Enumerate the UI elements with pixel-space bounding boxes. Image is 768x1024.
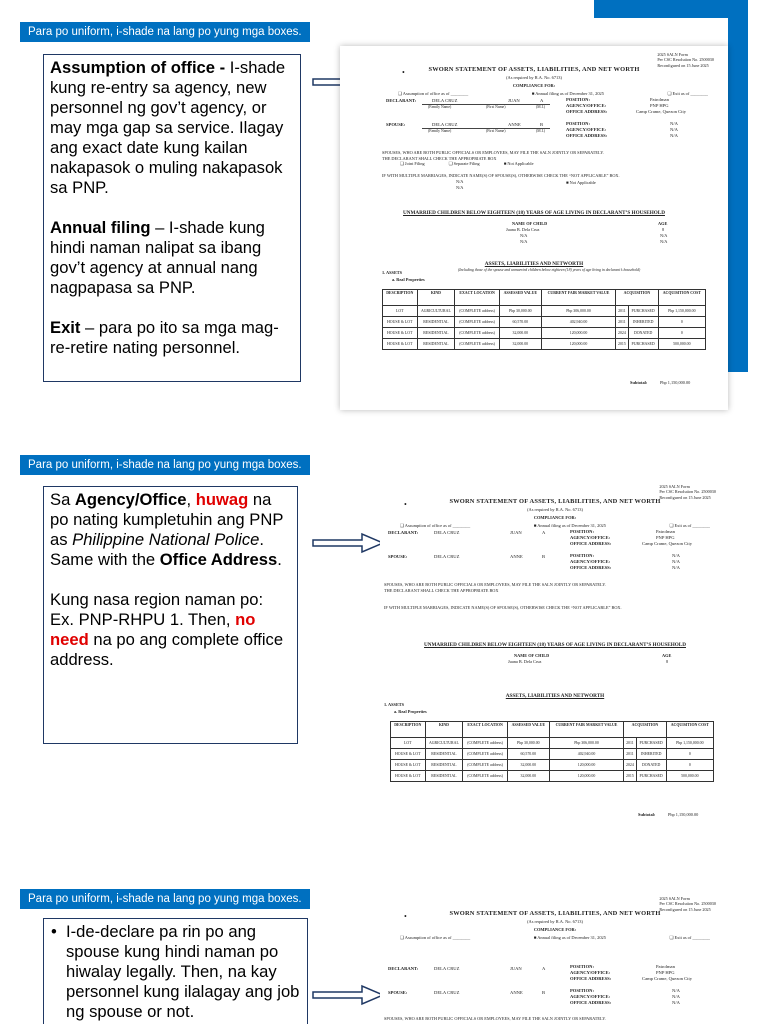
- spouse-position-3: N/A: [672, 988, 680, 993]
- age-label-2: AGE: [662, 653, 672, 658]
- doc-subtitle: (As required by R.A. No. 6713): [506, 75, 562, 80]
- children-header-2: UNMARRIED CHILDREN BELOW EIGHTEEN (18) YEARS OF AGE LIVING IN DECLARANT’S HOUSEHOLD: [424, 642, 686, 648]
- spouse-position-2: N/A: [672, 553, 680, 558]
- declarant-agency: PNP HPG: [650, 103, 669, 108]
- child-2-name: N/A: [520, 233, 528, 238]
- header-assessed-value: ASSESSED VALUE: [499, 290, 541, 306]
- header-acquisition: ACQUISITION: [616, 290, 658, 306]
- declarant-mi-2: A: [542, 530, 546, 535]
- declarant-family: DELA CRUZ: [432, 98, 458, 103]
- multiple-marriages-not-applicable: ■ Not Applicable: [566, 180, 596, 185]
- banner-3: Para po uniform, i-shade na lang po yung mga boxes.: [20, 889, 310, 909]
- assets-label: 1. ASSETS: [382, 270, 403, 275]
- spouse-position-label-2: POSITION:: [570, 553, 594, 558]
- agency-label-2: AGENCY/OFFICE:: [570, 535, 611, 540]
- compliance-label-3: COMPLIANCE FOR:: [533, 927, 577, 932]
- real-properties-table-2: DESCRIPTION KIND EXACT LOCATION ASSESSED VALUE CURRENT FAIR MARKET VALUE ACQUISITION ACQUISITION COST LOT AGRICULTURAL (COMPLETE address) Php 30,000.00 Php 306,000.00 2011 PURCHASED Php 1,150,000.00 HOUSE & LOT RESIDENTIAL (COMPLETE address) 60,570.00 402,940.00 2011 INHERITED 0 HOUSE & LOT RESIDENTIAL (COMPLETE address) 32,000.00 120,000.00 2024 DONATED 0 HOUSE & LOT RESIDENTIAL (COMPLETE address) 32,000.00 120,000.00 2015 PURCHASED 500,000.00: [390, 721, 714, 782]
- spouse-mi-caption: (M.I.): [536, 129, 546, 133]
- multiple-marriages-note-2: IF WITH MULTIPLE MARRIAGES, INDICATE NAME(S) OF SPOUSE(S), OTHERWISE CHECK THE “NOT APPLICABLE” BOX.: [384, 605, 622, 610]
- agency-text-c: ,: [186, 490, 196, 509]
- table-row: HOUSE & LOT RESIDENTIAL (COMPLETE address) 32,000.00 120,000.00 2024 DONATED 0: [391, 760, 714, 771]
- bullet-dot: •: [402, 68, 405, 77]
- huwag-red: huwag: [195, 490, 249, 509]
- subtotal-label-2: Subtotal:: [638, 812, 656, 817]
- spouse-agency-3: N/A: [672, 994, 680, 999]
- saln-document-2: [380, 478, 730, 828]
- spouse-first-caption: (First Name): [486, 129, 506, 133]
- form-info-3: 2025 SALN Form Per CSC Resolution No. 2500030 Reconfigured on 15 June 2025: [659, 896, 716, 912]
- region-text-a: Kung nasa region naman po: Ex. PNP-RHPU 1. Then,: [50, 590, 264, 629]
- spouses-note-3: SPOUSES, WHO ARE BOTH PUBLIC OFFICIALS OR EMPLOYEES, MAY FILE THE SALN JOINTLY OR SEPARATELY.: [384, 1016, 606, 1021]
- spouse-address-label: OFFICE ADDRESS:: [566, 133, 608, 138]
- table-row: HOUSE & LOT RESIDENTIAL (COMPLETE address) 32,000.00 120,000.00 2015 PURCHASED 500,000.00: [383, 339, 706, 350]
- child-1-name-2: Juana B. Dela Cruz: [508, 659, 542, 664]
- name-of-child-label: NAME OF CHILD: [512, 221, 548, 226]
- spouse-address-3: N/A: [672, 1000, 680, 1005]
- table-row: LOT AGRICULTURAL (COMPLETE address) Php 30,000.00 Php 306,000.00 2011 PURCHASED Php 1,150,000.00: [383, 306, 706, 317]
- agency-label-3: AGENCY/OFFICE:: [570, 970, 611, 975]
- declarant-first: JUAN: [508, 98, 520, 103]
- compliance-label: COMPLIANCE FOR:: [512, 83, 556, 88]
- header-acquisition-cost: ACQUISITION COST: [658, 290, 705, 306]
- agency-text-i: .: [277, 550, 282, 569]
- subtotal-value: Php 1,150,000.00: [660, 380, 691, 385]
- table-row: HOUSE & LOT RESIDENTIAL (COMPLETE address) 60,570.00 402,940.00 2011 INHERITED 0: [383, 317, 706, 328]
- declarant-position-3: Patrolman: [656, 964, 675, 969]
- saln-document-1: [340, 46, 728, 410]
- declarant-position-2: Patrolman: [656, 529, 675, 534]
- exit-checkbox: ❑ Exit as of ________: [667, 91, 708, 96]
- region-text-c: na po ang complete office address.: [50, 630, 284, 669]
- position-label-3: POSITION:: [570, 964, 594, 969]
- declarant-mi: A: [540, 98, 544, 103]
- spouse-mi-3: B: [542, 990, 546, 995]
- annual-text: – I-shade kung hindi naman nalipat sa ibang gov’t agency at annual nang nagpapasa sa PNP.: [50, 218, 265, 297]
- bullet-dot-2: •: [404, 500, 407, 509]
- spouse-mi: B: [540, 122, 544, 127]
- arrow-right-icon: [312, 984, 384, 1006]
- mi-caption: (M.I.): [536, 105, 546, 109]
- banner-1: Para po uniform, i-shade na lang po yung mga boxes.: [20, 22, 310, 42]
- assets-header-2: ASSETS, LIABILITIES AND NETWORTH: [505, 693, 605, 699]
- declarant-family-2: DELA CRUZ: [434, 530, 460, 535]
- child-1-name: Juana B. Dela Cruz: [506, 227, 540, 232]
- spouse-address-2: N/A: [672, 565, 680, 570]
- banner-2: Para po uniform, i-shade na lang po yung mga boxes.: [20, 455, 310, 475]
- assumption-checkbox: ❑ Assumption of office as of ________: [398, 91, 469, 96]
- child-1-age: 8: [662, 227, 665, 232]
- compliance-label-2: COMPLIANCE FOR:: [533, 515, 577, 520]
- pnp-italic: Philippine National Police: [72, 530, 260, 549]
- form-info: 2025 SALN Form Per CSC Resolution No. 2500030 Reconfigured on 15 June 2025: [657, 52, 714, 68]
- child-2-age: N/A: [660, 233, 668, 238]
- assets-label-2: 1. ASSETS: [384, 702, 405, 707]
- address-label-2: OFFICE ADDRESS:: [570, 541, 612, 546]
- position-label-2: POSITION:: [570, 529, 594, 534]
- spouse-agency: N/A: [670, 127, 678, 132]
- spouse-position: N/A: [670, 121, 678, 126]
- spouse-family-caption: (Family Name): [428, 129, 452, 133]
- declarant-family-3: DELA CRUZ: [434, 966, 460, 971]
- bullet-dot-3: •: [404, 912, 407, 921]
- spouse-label-3: SPOUSE:: [388, 990, 408, 995]
- compliance-checkboxes-2: ❑ Assumption of office as of ________ ■ Annual filing as of December 31, 2025 ❑ Exit as of ________: [400, 523, 710, 528]
- compliance-checkboxes-3: ❑ Assumption of office as of ________ ■ Annual filing as of December 31, 2025 ❑ Exit as of ________: [400, 935, 710, 940]
- age-label: AGE: [658, 221, 668, 226]
- agency-text-g: . Same with the: [50, 530, 265, 569]
- exit-title: Exit: [50, 318, 81, 337]
- header-fair-market-value: CURRENT FAIR MARKET VALUE: [541, 290, 615, 306]
- multiple-marriages-na-2: N/A: [456, 185, 464, 190]
- declarant-label-2: DECLARANT:: [388, 530, 419, 535]
- spouse-first-2: ANNE: [510, 554, 523, 559]
- spouse-family-3: DELA CRUZ: [434, 990, 460, 995]
- spouse-label: SPOUSE:: [386, 122, 406, 127]
- agency-text-e: na po nating kumpletuhin ang PNP as: [50, 490, 284, 549]
- spouse-agency-label-3: AGENCY/OFFICE:: [570, 994, 611, 999]
- arrow-right-icon: [312, 532, 384, 554]
- declarant-first-3: JUAN: [510, 966, 522, 971]
- spouse-label-2: SPOUSE:: [388, 554, 408, 559]
- subtotal-value-2: Php 1,150,000.00: [668, 812, 699, 817]
- doc-title: SWORN STATEMENT OF ASSETS, LIABILITIES, AND NET WORTH: [428, 66, 640, 73]
- spouse-address: N/A: [670, 133, 678, 138]
- declarant-agency-2: PNP HPG: [656, 535, 675, 540]
- spouse-position-label-3: POSITION:: [570, 988, 594, 993]
- spouses-note-2: SPOUSES, WHO ARE BOTH PUBLIC OFFICIALS OR EMPLOYEES, MAY FILE THE SALN JOINTLY OR SEPARATELY. THE DECLARANT SHALL CHECK THE APPROPRIATE BOX: [384, 582, 606, 593]
- spouse-position-label: POSITION:: [566, 121, 590, 126]
- spouse-first-3: ANNE: [510, 990, 523, 995]
- child-3-name: N/A: [520, 239, 528, 244]
- annual-title: Annual filing: [50, 218, 151, 237]
- spouse-family: DELA CRUZ: [432, 122, 458, 127]
- assumption-text: I-shade kung re-entry sa agency, new personnel ng gov’t agency, or may mga gap sa service. Ilagay ang exact date kung kailan nakapasok o muling nakapasok sa PNP.: [50, 58, 286, 197]
- agency-label: AGENCY/OFFICE:: [566, 103, 607, 108]
- multiple-marriages-note: IF WITH MULTIPLE MARRIAGES, INDICATE NAME(S) OF SPOUSE(S), OTHERWISE CHECK THE “NOT APPLICABLE” BOX.: [382, 173, 620, 178]
- table-row: LOT AGRICULTURAL (COMPLETE address) Php 30,000.00 Php 306,000.00 2011 PURCHASED Php 1,150,000.00: [391, 738, 714, 749]
- spouse-mi-2: B: [542, 554, 546, 559]
- spouse-agency-2: N/A: [672, 559, 680, 564]
- assumption-title: Assumption of office -: [50, 58, 230, 77]
- spouse-family-2: DELA CRUZ: [434, 554, 460, 559]
- spouse-agency-label: AGENCY/OFFICE:: [566, 127, 607, 132]
- agency-office-bold: Agency/Office: [74, 490, 187, 509]
- spouse-address-label-3: OFFICE ADDRESS:: [570, 1000, 612, 1005]
- table-row: HOUSE & LOT RESIDENTIAL (COMPLETE address) 60,570.00 402,940.00 2011 INHERITED 0: [391, 749, 714, 760]
- children-header: UNMARRIED CHILDREN BELOW EIGHTEEN (18) YEARS OF AGE LIVING IN DECLARANT’S HOUSEHOLD: [403, 210, 665, 216]
- declarant-agency-3: PNP HPG: [656, 970, 675, 975]
- declarant-mi-3: A: [542, 966, 546, 971]
- declarant-address: Camp Crame, Quezon City: [636, 109, 687, 114]
- declarant-first-2: JUAN: [510, 530, 522, 535]
- assets-note: (Including those of the spouse and unmarried children below eighteen (18) years of age living in declarant’s household): [458, 268, 641, 272]
- blue-accent-side: [728, 0, 748, 372]
- filing-checkboxes: ❑ Joint Filing ❑ Separate Filing ■ Not Applicable: [400, 161, 534, 166]
- exit-text: – para po ito sa mga mag-re-retire nating personnel.: [50, 318, 279, 357]
- name-of-child-label-2: NAME OF CHILD: [514, 653, 550, 658]
- first-caption: (First Name): [486, 105, 506, 109]
- doc-title-3: SWORN STATEMENT OF ASSETS, LIABILITIES, AND NET WORTH: [449, 910, 661, 917]
- office-address-bold: Office Address: [159, 550, 278, 569]
- declarant-address-3: Camp Crame, Quezon City: [642, 976, 693, 981]
- note-box-3: [43, 918, 308, 1024]
- form-info-2: 2025 SALN Form Per CSC Resolution No. 2500030 Reconfigured on 15 June 2025: [659, 484, 716, 500]
- position-label: POSITION:: [566, 97, 590, 102]
- note-box-2: [43, 486, 298, 744]
- assets-header: ASSETS, LIABILITIES AND NETWORTH: [484, 261, 584, 267]
- doc-title-2: SWORN STATEMENT OF ASSETS, LIABILITIES, AND NET WORTH: [449, 498, 661, 505]
- spouses-note: SPOUSES, WHO ARE BOTH PUBLIC OFFICIALS OR EMPLOYEES, MAY FILE THE SALN JOINTLY OR SEPARATELY. THE DECLARANT SHALL CHECK THE APPROPRIATE BOX: [382, 150, 604, 161]
- declarant-label: DECLARANT:: [386, 98, 417, 103]
- header-kind: KIND: [417, 290, 455, 306]
- multiple-marriages-na-1: N/A: [456, 179, 464, 184]
- declarant-label-3: DECLARANT:: [388, 966, 419, 971]
- real-properties-table: [382, 289, 706, 350]
- no-need-red: no need: [50, 610, 256, 649]
- note-box-1: [43, 54, 301, 382]
- declarant-address-2: Camp Crame, Quezon City: [642, 541, 693, 546]
- annual-checkbox: ■ Annual filing as of December 31, 2025: [531, 91, 604, 96]
- agency-text-a: Sa: [50, 490, 75, 509]
- saln-document-3: [380, 890, 730, 1024]
- bullet-icon: •: [51, 922, 57, 941]
- spouse-first: ANNE: [508, 122, 521, 127]
- subtotal-label: Subtotal:: [630, 380, 648, 385]
- doc-subtitle-3: (As required by R.A. No. 6713): [527, 919, 583, 924]
- spouse-address-label-2: OFFICE ADDRESS:: [570, 565, 612, 570]
- child-1-age-2: 8: [666, 659, 669, 664]
- spouse-note-text: I-de-declare pa rin po ang spouse kung hindi naman po hiwalay legally. Then, na kay personnel kung ilalagay ang job ng spouse or not.: [66, 922, 300, 1021]
- spouse-agency-label-2: AGENCY/OFFICE:: [570, 559, 611, 564]
- child-3-age: N/A: [660, 239, 668, 244]
- header-location: EXACT LOCATION: [455, 290, 500, 306]
- address-label-3: OFFICE ADDRESS:: [570, 976, 612, 981]
- address-label: OFFICE ADDRESS:: [566, 109, 608, 114]
- header-description: DESCRIPTION: [383, 290, 418, 306]
- blue-accent-top: [594, 0, 748, 18]
- real-properties-label: a. Real Properties: [392, 277, 425, 282]
- doc-subtitle-2: (As required by R.A. No. 6713): [527, 507, 583, 512]
- family-caption: (Family Name): [428, 105, 452, 109]
- table-row: HOUSE & LOT RESIDENTIAL (COMPLETE address) 32,000.00 120,000.00 2015 PURCHASED 500,000.00: [391, 771, 714, 782]
- declarant-position: Patrolman: [650, 97, 669, 102]
- real-properties-label-2: a. Real Properties: [394, 709, 427, 714]
- table-row: HOUSE & LOT RESIDENTIAL (COMPLETE address) 32,000.00 120,000.00 2024 DONATED 0: [383, 328, 706, 339]
